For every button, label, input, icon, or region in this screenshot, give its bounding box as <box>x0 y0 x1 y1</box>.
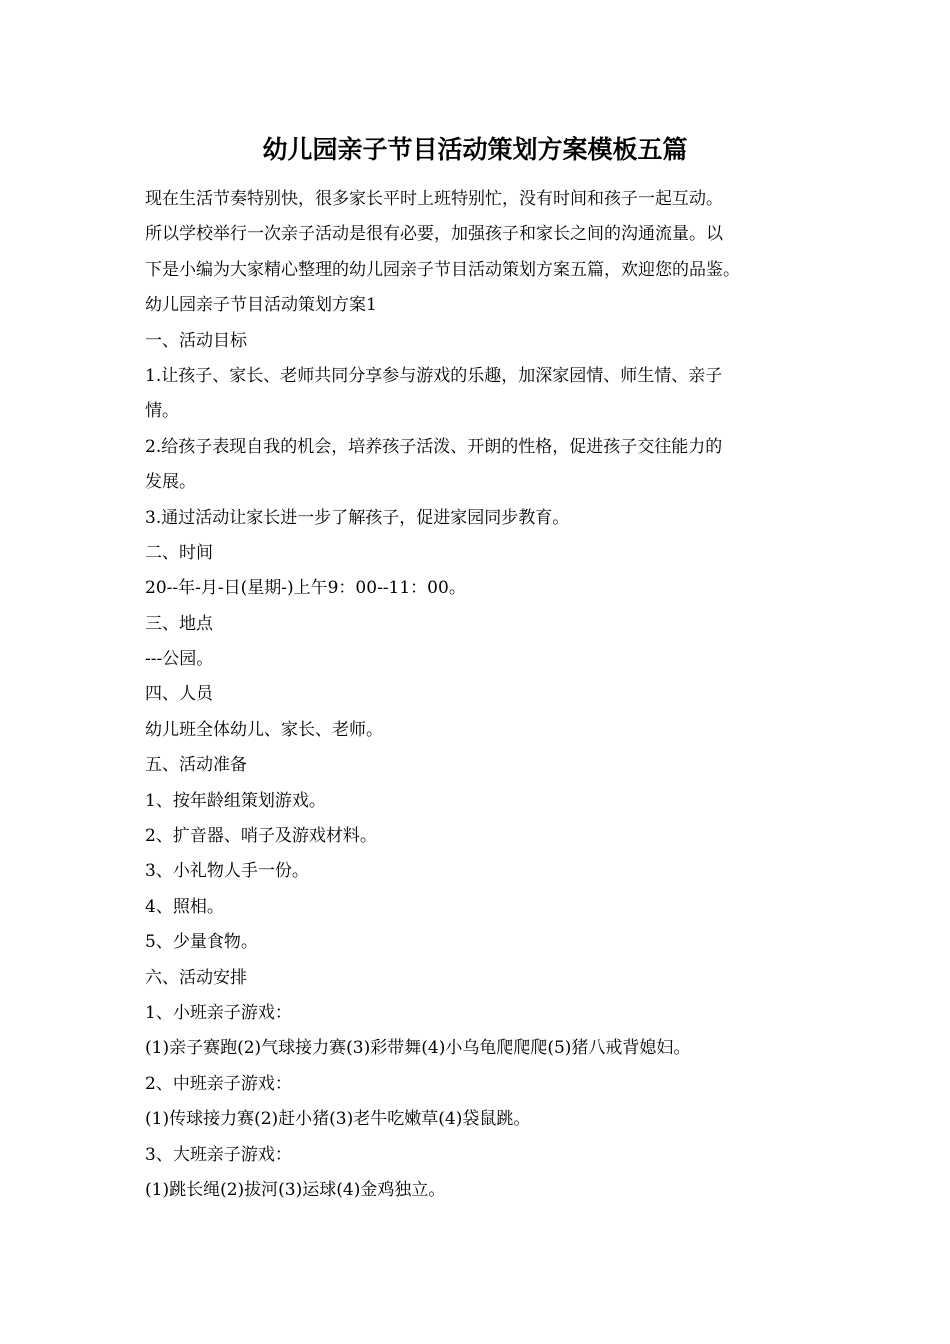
section-heading: 四、人员 <box>145 684 213 705</box>
list-item: 5、少量食物。 <box>145 932 258 953</box>
paragraph-line: 幼儿班全体幼儿、家长、老师。 <box>145 719 383 740</box>
section-heading: 二、时间 <box>145 542 213 563</box>
paragraph-line: 所以学校举行一次亲子活动是很有必要，加强孩子和家长之间的沟通流量。以 <box>145 224 723 245</box>
paragraph-line: 20--年-月-日(星期-)上午9：00--11：00。 <box>145 578 466 599</box>
list-item: 2、中班亲子游戏： <box>145 1073 292 1094</box>
list-item: 4、照相。 <box>145 896 224 917</box>
list-item: 1、小班亲子游戏： <box>145 1002 292 1023</box>
paragraph-line: 3.通过活动让家长进一步了解孩子，促进家园同步教育。 <box>145 507 570 528</box>
list-item: 2、扩音器、哨子及游戏材料。 <box>145 826 377 847</box>
paragraph-line: 1.让孩子、家长、老师共同分享参与游戏的乐趣，加深家园情、师生情、亲子 <box>145 365 723 386</box>
paragraph-line: 情。 <box>145 401 179 422</box>
section-heading: 幼儿园亲子节目活动策划方案1 <box>145 295 377 316</box>
paragraph-line: 现在生活节奏特别快，很多家长平时上班特别忙，没有时间和孩子一起互动。 <box>145 189 723 209</box>
document-title: 幼儿园亲子节目活动策划方案模板五篇 <box>262 135 688 164</box>
section-heading: 三、地点 <box>145 613 213 634</box>
list-item: 1、按年龄组策划游戏。 <box>145 790 326 811</box>
paragraph-line: (1)亲子赛跑(2)气球接力赛(3)彩带舞(4)小乌龟爬爬爬(5)猪八戒背媳妇。 <box>145 1038 691 1059</box>
paragraph-line: 发展。 <box>145 472 196 493</box>
list-item: 3、小礼物人手一份。 <box>145 861 309 882</box>
paragraph-line: (1)传球接力赛(2)赶小猪(3)老牛吃嫩草(4)袋鼠跳。 <box>145 1109 531 1130</box>
paragraph-line: 2.给孩子表现自我的机会，培养孩子活泼、开朗的性格，促进孩子交往能力的 <box>145 436 723 457</box>
section-heading: 六、活动安排 <box>145 967 247 988</box>
list-item: 3、大班亲子游戏： <box>145 1144 292 1165</box>
paragraph-line: 下是小编为大家精心整理的幼儿园亲子节目活动策划方案五篇，欢迎您的品鉴。 <box>145 259 740 280</box>
section-heading: 一、活动目标 <box>145 330 247 351</box>
paragraph-line: ---公园。 <box>145 649 214 670</box>
section-heading: 五、活动准备 <box>145 755 247 776</box>
document-body <box>145 182 810 1208</box>
paragraph-line: (1)跳长绳(2)拔河(3)运球(4)金鸡独立。 <box>145 1179 446 1200</box>
